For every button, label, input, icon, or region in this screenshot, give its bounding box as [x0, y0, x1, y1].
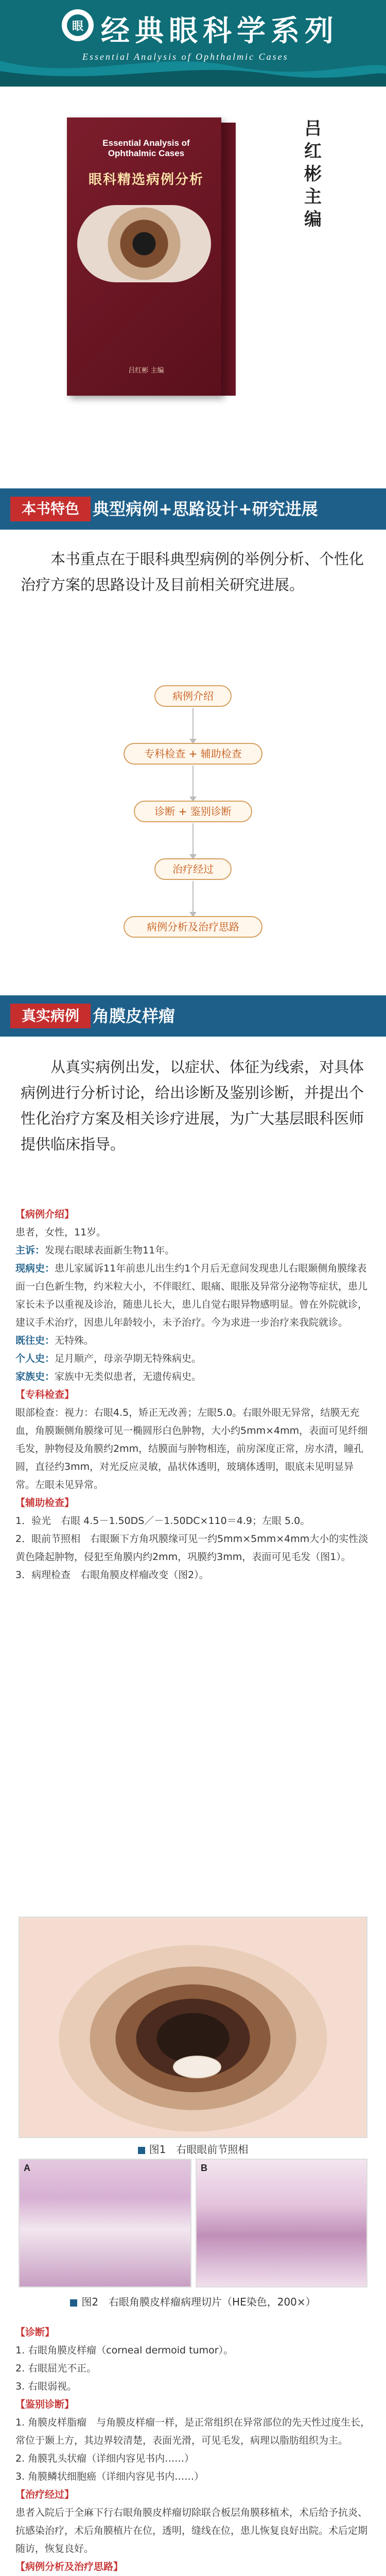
figure-1-anterior-segment-photo	[19, 1917, 367, 2138]
personal-history: 个人史：足月顺产，母亲孕期无特殊病史。	[15, 1353, 202, 1364]
aux-exam-3: 3．病理检查 右眼角膜皮样瘤改变（图2）。	[15, 1569, 209, 1581]
heading-differential: 【鉴别诊断】	[15, 2399, 75, 2410]
heading-specialist-exam: 【专科检查】	[15, 1389, 75, 1400]
flow-step-1: 病例介绍	[154, 685, 232, 707]
heading-aux-exam: 【辅助检查】	[15, 1497, 75, 1509]
heading-treatment: 【治疗经过】	[15, 2489, 75, 2500]
case-introduction	[15, 1206, 371, 1584]
dermoid-lesion	[174, 2057, 220, 2077]
section-bar-features	[0, 488, 386, 530]
diagnosis-1: 1. 右眼角膜皮样瘤（corneal dermoid tumor）。	[15, 2345, 234, 2356]
section-label: 典型病例+思路设计+研究进展	[93, 499, 318, 519]
differential-2: 2. 角膜乳头状瘤（详细内容见书内……）	[15, 2453, 195, 2464]
logo-glyph: 眼	[67, 14, 89, 36]
present-history: 现病史：患儿家属诉11年前患儿出生约1个月后无意间发现患儿右眼颞侧角膜缘表面一白色新生物，约米粒大小，不伴眼红、眼痛、眼胀及异常分泌物等症状，患儿家长未予以重视及诊治，随患儿长大，患儿自觉右眼异物感明显。曾在外院就诊，建议手术治疗，因患儿年龄较小，未予治疗。今为求进一步治疗来我院就诊。	[15, 1263, 368, 1328]
real-case-intro: 从真实病例出发，以症状、体征为线索，对具体病例进行分析讨论，给出诊断及鉴别诊断，并提出个性化治疗方案及相关诊疗进展，为广大基层眼科医师提供临床指导。	[21, 1058, 364, 1153]
section-tag: 真实病例	[10, 1004, 91, 1028]
features-intro: 本书重点在于眼科典型病例的举例分析、个性化治疗方案的思路设计及目前相关研究进展。	[21, 550, 364, 594]
flow-arrow-icon	[192, 766, 194, 798]
section-bar-real-case	[0, 995, 386, 1037]
flow-step-4: 治疗经过	[154, 858, 232, 880]
figure-2b-histology: B	[196, 2159, 367, 2287]
caption-square-icon	[138, 2147, 145, 2154]
chief-complaint: 主诉：发现右眼球表面新生物11年。	[15, 1245, 175, 1256]
series-subtitle: Essential Analysis of Ophthalmic Cases	[82, 52, 289, 62]
heading-analysis: 【病例分析及治疗思路】	[15, 2561, 124, 2572]
book-front	[67, 117, 221, 396]
figure-2-caption: 图2 右眼角膜皮样瘤病理切片（HE染色，200×）	[0, 2294, 386, 2309]
aux-exam-2: 2．眼前节照相 右眼颞下方角巩膜缘可见一约5mm×5mm×4mm大小的实性淡黄色隆起肿物，侵犯至角膜内约2mm，巩膜约3mm，表面可见毛发（图1）。	[15, 1533, 369, 1563]
header-banner	[0, 0, 386, 87]
family-history: 家族史：家族中无类似患者，无遗传病史。	[15, 1371, 202, 1382]
book-title-cn: 眼科精选病例分析	[88, 172, 204, 188]
case-flowchart	[0, 685, 386, 963]
flow-step-2: 专科检查 + 辅助检查	[124, 743, 262, 765]
flow-arrow-icon	[192, 823, 194, 855]
series-title: 经典眼科学系列	[101, 14, 339, 48]
section-tag: 本书特色	[10, 497, 91, 521]
differential-3: 3. 角膜鳞状细胞癌（详细内容见书内……）	[15, 2471, 204, 2482]
flow-step-5: 病例分析及治疗思路	[124, 916, 262, 938]
diagnosis-2: 2. 右眼屈光不正。	[15, 2363, 97, 2374]
aux-exam-1: 1．验光 右眼 4.5－1.50DS／－1.50DC×110＝4.9；左眼 5.0。	[15, 1515, 310, 1527]
editor-vertical-text: 吕红彬 主编	[304, 118, 322, 230]
specialist-exam: 眼部检查：视力：右眼4.5，矫正无改善；左眼5.0。右眼外眼无异常，结膜无充血，角膜颞侧角膜缘可见一椭圆形白色肿物，大小约5mm×4mm，表面可见纤细毛发，肿物侵及角膜约2mm，结膜面与肿物相连，前房深度正常，房水清，瞳孔圆，直径约3mm，对光反应灵敏，晶状体透明，玻璃体透明，眼底未见明显异常。左眼未见异常。	[15, 1407, 368, 1490]
flow-arrow-icon	[192, 881, 194, 913]
figure-1-caption: 图1 右眼眼前节照相	[0, 2141, 386, 2156]
book-title-en: Essential Analysis of Ophthalmic Cases	[102, 138, 190, 158]
treatment-course: 患者入院后于全麻下行右眼角膜皮样瘤切除联合板层角膜移植术，术后给予抗炎、抗感染治疗，术后角膜植片在位，透明，缝线在位，患儿恢复良好出院。术后定期随访，恢复良好。	[15, 2507, 368, 2554]
book-cover	[67, 117, 237, 406]
figure-2a-histology: A	[19, 2159, 191, 2287]
section-label: 角膜皮样瘤	[93, 1006, 176, 1026]
flow-step-3: 诊断 + 鉴别诊断	[134, 801, 252, 822]
series-logo	[62, 9, 94, 41]
diagnosis-3: 3. 右眼弱视。	[15, 2381, 77, 2392]
flow-arrow-icon	[192, 708, 194, 740]
caption-square-icon	[70, 2299, 77, 2307]
book-cover-area	[0, 87, 386, 488]
patient-info: 患者，女性，11岁。	[15, 1227, 107, 1238]
eye-photo-icon	[77, 205, 211, 282]
case-diagnosis-and-treatment	[15, 2324, 371, 2576]
book-spine	[221, 123, 236, 396]
differential-1: 1. 角膜皮样脂瘤 与角膜皮样瘤一样，是正常组织在异常部位的先天性过度生长，常位于颞上方，其边界较清楚，表面光滑，可见毛发，病理以脂肪组织为主。	[15, 2417, 371, 2446]
heading-case-intro: 【病例介绍】	[15, 1209, 75, 1220]
heading-diagnosis: 【诊断】	[15, 2327, 55, 2338]
book-author: 吕红彬 主编	[128, 367, 164, 375]
past-history: 既往史：无特殊。	[15, 1335, 94, 1346]
